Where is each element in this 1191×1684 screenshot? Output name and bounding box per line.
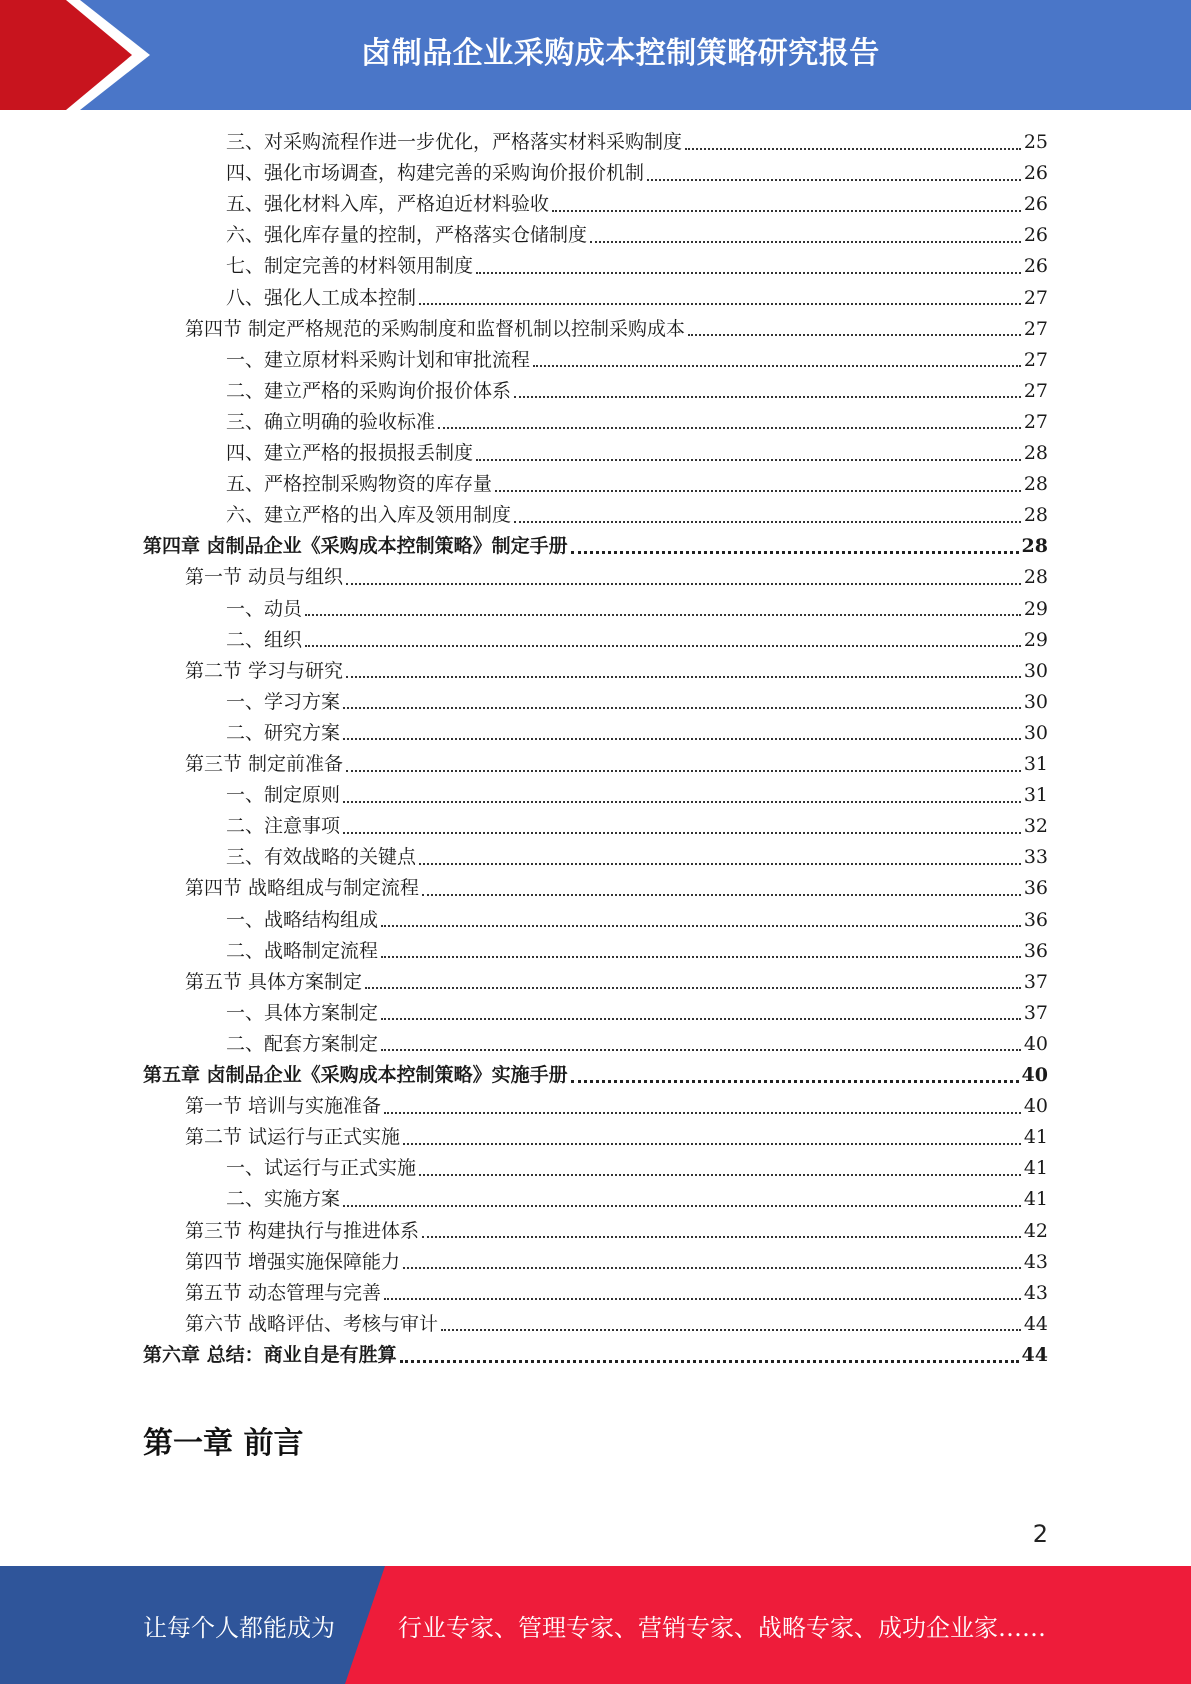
toc-entry-title: 四、强化市场调查，构建完善的采购询价报价机制 (226, 162, 645, 185)
toc-entry-page: 37 (1023, 970, 1048, 993)
toc-entry-title: 第四节 增强实施保障能力 (185, 1250, 401, 1273)
toc-entry-title: 六、建立严格的出入库及领用制度 (226, 504, 512, 527)
toc-entry[interactable] (226, 811, 1048, 842)
toc-entry[interactable] (226, 625, 1048, 656)
toc-entry[interactable] (226, 407, 1048, 438)
toc-entry[interactable] (185, 1122, 1048, 1153)
toc-entry-title: 一、试运行与正式实施 (226, 1157, 417, 1180)
toc-entry-page: 28 (1023, 566, 1048, 589)
toc-entry[interactable] (185, 1216, 1048, 1247)
toc-entry-page: 27 (1023, 317, 1048, 340)
toc-entry-page: 29 (1023, 597, 1048, 620)
header-arrow-icon (0, 0, 150, 110)
toc-entry[interactable] (185, 1309, 1048, 1340)
toc-entry-page: 30 (1023, 659, 1048, 682)
page-number: 2 (1032, 1520, 1048, 1548)
toc-entry-page: 26 (1023, 255, 1048, 278)
toc-entry-page: 33 (1023, 846, 1048, 869)
toc-dot-leader (514, 396, 1021, 398)
toc-entry[interactable] (185, 749, 1048, 780)
toc-entry-page: 40 (1021, 1064, 1048, 1086)
toc-entry-page: 26 (1023, 193, 1048, 216)
toc-entry[interactable] (226, 718, 1048, 749)
toc-dot-leader (343, 738, 1021, 740)
toc-entry-page: 28 (1023, 504, 1048, 527)
toc-dot-leader (571, 551, 1019, 554)
toc-entry-title: 二、配套方案制定 (226, 1032, 379, 1055)
toc-dot-leader (688, 334, 1021, 336)
toc-dot-leader (476, 272, 1021, 274)
toc-entry-title: 第二节 学习与研究 (185, 659, 344, 682)
page-footer (0, 1566, 1191, 1684)
toc-entry[interactable] (143, 1060, 1048, 1091)
toc-entry[interactable] (226, 438, 1048, 469)
toc-entry[interactable] (226, 687, 1048, 718)
toc-entry-title: 六、强化库存量的控制，严格落实仓储制度 (226, 224, 588, 247)
toc-entry-page: 40 (1023, 1032, 1048, 1055)
toc-entry-page: 28 (1023, 442, 1048, 464)
toc-entry-page: 30 (1023, 690, 1048, 713)
toc-entry[interactable] (226, 189, 1048, 220)
toc-dot-leader (403, 1267, 1021, 1269)
toc-entry-page: 28 (1021, 535, 1048, 558)
toc-entry-title: 第四节 制定严格规范的采购制度和监督机制以控制采购成本 (185, 317, 686, 340)
footer-slogan-right: 行业专家、管理专家、营销专家、战略专家、成功企业家…… (398, 1613, 1046, 1642)
toc-entry[interactable] (226, 1153, 1048, 1184)
toc-entry-title: 二、注意事项 (226, 815, 341, 838)
toc-entry-title: 第一节 动员与组织 (185, 566, 344, 589)
toc-entry[interactable] (185, 1278, 1048, 1309)
toc-entry[interactable] (226, 998, 1048, 1029)
toc-entry[interactable] (226, 1029, 1048, 1060)
toc-entry-page: 32 (1023, 815, 1048, 838)
toc-entry-page: 41 (1023, 1188, 1048, 1211)
toc-entry-page: 29 (1023, 628, 1048, 651)
toc-entry-page: 26 (1023, 224, 1048, 247)
toc-entry-title: 一、制定原则 (226, 784, 341, 807)
toc-dot-leader (441, 1329, 1021, 1331)
toc-entry-page: 27 (1023, 348, 1048, 371)
toc-entry[interactable] (226, 936, 1048, 967)
toc-entry[interactable] (226, 220, 1048, 251)
toc-entry-page: 43 (1023, 1250, 1048, 1273)
toc-dot-leader (343, 832, 1021, 834)
toc-entry-page: 37 (1023, 1001, 1048, 1024)
toc-entry-title: 三、确立明确的验收标准 (226, 410, 436, 433)
toc-entry-title: 五、强化材料入库，严格迫近材料验收 (226, 193, 550, 216)
toc-dot-leader (400, 1360, 1019, 1363)
toc-entry[interactable] (226, 905, 1048, 936)
toc-entry-title: 一、建立原材料采购计划和审批流程 (226, 348, 531, 371)
toc-dot-leader (419, 863, 1021, 865)
toc-entry-title: 四、建立严格的报损报丢制度 (226, 442, 474, 464)
toc-dot-leader (514, 521, 1021, 523)
toc-entry-title: 第四章 卤制品企业《采购成本控制策略》制定手册 (143, 535, 568, 558)
toc-entry[interactable] (185, 314, 1048, 345)
toc-dot-leader (343, 801, 1021, 803)
toc-entry-page: 41 (1023, 1126, 1048, 1149)
toc-entry[interactable] (185, 562, 1048, 593)
toc-entry-page: 28 (1023, 473, 1048, 496)
toc-entry[interactable] (226, 283, 1048, 314)
toc-dot-leader (552, 210, 1021, 212)
toc-dot-leader (647, 179, 1021, 181)
toc-dot-leader (403, 1143, 1021, 1145)
toc-dot-leader (381, 1018, 1021, 1020)
footer-slogan-left: 让每个人都能成为 (143, 1613, 335, 1642)
toc-entry[interactable] (226, 594, 1048, 625)
toc-dot-leader (346, 583, 1021, 585)
page-header (0, 0, 1191, 110)
toc-entry-title: 三、对采购流程作进一步优化，严格落实材料采购制度 (226, 131, 683, 153)
toc-entry-title: 三、有效战略的关键点 (226, 846, 417, 869)
toc-dot-leader (590, 241, 1021, 243)
toc-entry[interactable] (143, 1340, 1048, 1371)
toc-dot-leader (346, 676, 1021, 678)
toc-entry-page: 30 (1023, 721, 1048, 744)
toc-entry[interactable] (226, 376, 1048, 407)
toc-dot-leader (685, 148, 1021, 150)
toc-entry-page: 27 (1023, 410, 1048, 433)
toc-entry-title: 第六章 总结：商业自是有胜算 (143, 1343, 397, 1366)
toc-entry[interactable] (226, 158, 1048, 189)
toc-entry-page: 36 (1023, 908, 1048, 931)
toc-entry-title: 第五节 动态管理与完善 (185, 1281, 382, 1304)
toc-entry[interactable] (185, 1247, 1048, 1278)
toc-dot-leader (365, 987, 1021, 989)
toc-entry[interactable] (143, 531, 1048, 562)
toc-dot-leader (305, 614, 1021, 616)
toc-dot-leader (346, 770, 1021, 772)
toc-dot-leader (419, 303, 1021, 305)
toc-entry[interactable] (226, 842, 1048, 873)
toc-entry-title: 一、学习方案 (226, 690, 341, 713)
toc-entry[interactable] (185, 656, 1048, 687)
toc-dot-leader (305, 645, 1021, 647)
toc-entry[interactable] (226, 780, 1048, 811)
toc-entry-title: 第三节 制定前准备 (185, 753, 344, 775)
toc-entry[interactable] (226, 500, 1048, 531)
toc-entry[interactable] (185, 1091, 1048, 1122)
toc-entry-page: 27 (1023, 286, 1048, 309)
toc-entry-page: 41 (1023, 1157, 1048, 1180)
toc-entry[interactable] (226, 1184, 1048, 1215)
toc-dot-leader (381, 1049, 1021, 1051)
toc-entry-title: 一、战略结构组成 (226, 908, 379, 931)
toc-entry-title: 一、具体方案制定 (226, 1001, 379, 1024)
toc-entry-page: 27 (1023, 379, 1048, 402)
toc-entry-title: 二、战略制定流程 (226, 939, 379, 962)
toc-dot-leader (384, 1298, 1021, 1300)
toc-entry-page: 36 (1023, 939, 1048, 962)
document-title: 卤制品企业采购成本控制策略研究报告 (361, 36, 880, 71)
toc-entry-page: 31 (1023, 753, 1048, 775)
toc-entry-page: 31 (1023, 784, 1048, 807)
toc-entry-title: 五、严格控制采购物资的库存量 (226, 473, 493, 496)
toc-dot-leader (343, 707, 1021, 709)
toc-dot-leader (476, 459, 1021, 461)
toc-dot-leader (571, 1080, 1019, 1083)
toc-entry-title: 第一节 培训与实施准备 (185, 1095, 382, 1118)
toc-dot-leader (381, 925, 1021, 927)
toc-entry-title: 第三节 构建执行与推进体系 (185, 1219, 420, 1242)
toc-dot-leader (343, 1205, 1021, 1207)
toc-entry-title: 第四节 战略组成与制定流程 (185, 877, 420, 900)
toc-entry-title: 七、制定完善的材料领用制度 (226, 255, 474, 278)
toc-entry-page: 25 (1023, 131, 1048, 153)
toc-dot-leader (419, 1174, 1021, 1176)
toc-entry-page: 44 (1021, 1343, 1048, 1366)
toc-entry[interactable] (226, 345, 1048, 376)
toc-entry-title: 第二节 试运行与正式实施 (185, 1126, 401, 1149)
toc-entry-title: 八、强化人工成本控制 (226, 286, 417, 309)
toc-entry-page: 36 (1023, 877, 1048, 900)
toc-entry-page: 43 (1023, 1281, 1048, 1304)
toc-entry-title: 二、组织 (226, 628, 303, 651)
toc-entry-page: 44 (1023, 1312, 1048, 1335)
toc-dot-leader (422, 894, 1021, 896)
toc-entry-page: 26 (1023, 162, 1048, 185)
toc-entry-title: 二、建立严格的采购询价报价体系 (226, 379, 512, 402)
toc-entry-page: 42 (1023, 1219, 1048, 1242)
toc-entry[interactable] (226, 469, 1048, 500)
toc-dot-leader (438, 427, 1021, 429)
toc-entry[interactable] (185, 967, 1048, 998)
toc-entry-title: 第五章 卤制品企业《采购成本控制策略》实施手册 (143, 1064, 568, 1086)
chapter-heading: 第一章 前言 (143, 1426, 304, 1461)
toc-entry[interactable] (226, 127, 1048, 158)
toc-entry[interactable] (185, 873, 1048, 904)
toc-entry-title: 二、实施方案 (226, 1188, 341, 1211)
toc-entry-title: 第五节 具体方案制定 (185, 970, 363, 993)
toc-dot-leader (384, 1112, 1021, 1114)
toc-entry-page: 40 (1023, 1095, 1048, 1118)
toc-dot-leader (495, 490, 1021, 492)
toc-dot-leader (533, 365, 1021, 367)
toc-dot-leader (422, 1236, 1021, 1238)
toc-entry[interactable] (226, 251, 1048, 282)
toc-entry-title: 第六节 战略评估、考核与审计 (185, 1312, 439, 1335)
toc-entry-title: 一、动员 (226, 597, 303, 620)
toc-entry-title: 二、研究方案 (226, 721, 341, 744)
toc-dot-leader (381, 956, 1021, 958)
